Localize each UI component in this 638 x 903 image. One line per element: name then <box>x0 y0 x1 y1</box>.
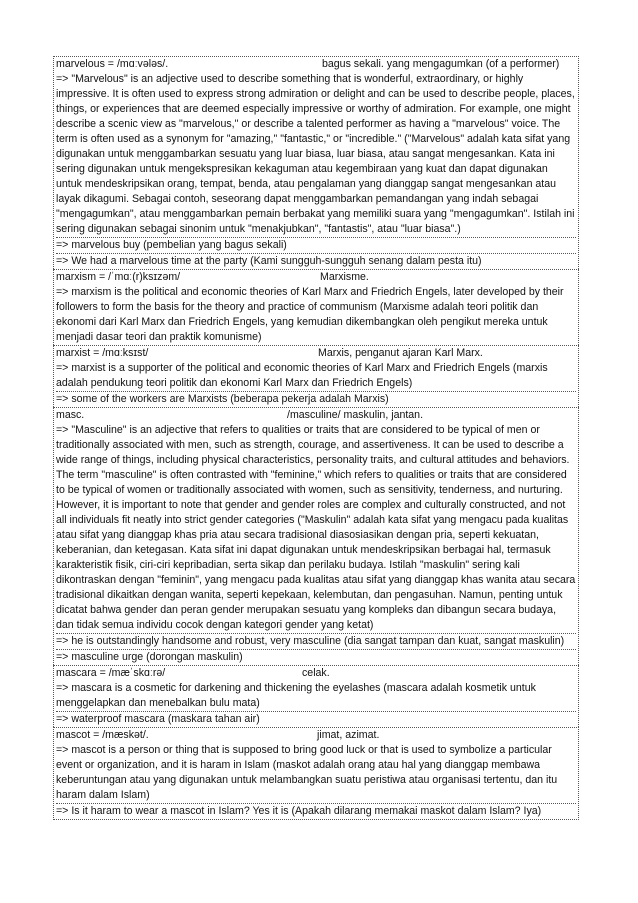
entry-marvelous <box>53 56 579 269</box>
entry-masc <box>53 407 579 665</box>
example: => masculine urge (dorongan maskulin) <box>56 649 576 665</box>
headword: marxism = /ˈmɑː(r)ksɪzəm/ <box>56 271 181 283</box>
headword: mascot = /mæskət/. <box>56 729 149 741</box>
translation: jimat, azimat. <box>317 729 380 741</box>
entry-headline <box>56 408 576 423</box>
translation: Marxisme. <box>320 271 369 283</box>
dictionary-sheet <box>53 56 579 820</box>
translation: Marxis, penganut ajaran Karl Marx. <box>318 347 483 359</box>
example: => waterproof mascara (maskara tahan air) <box>56 711 576 727</box>
example: => Is it haram to wear a mascot in Islam? Yes it is (Apakah dilarang memakai maskot dalam Islam? Iya) <box>56 803 576 819</box>
headword: masc. <box>56 409 85 421</box>
headword: mascara = /mæˈskɑːrə/ <box>56 667 166 679</box>
entry-headline <box>56 728 576 743</box>
translation: /masculine/ maskulin, jantan. <box>287 409 424 421</box>
example: => marvelous buy (pembelian yang bagus sekali) <box>56 237 576 253</box>
example: => he is outstandingly handsome and robust, very masculine (dia sangat tampan dan kuat, sangat maskulin) <box>56 633 576 649</box>
translation: bagus sekali. yang mengagumkan (of a performer) <box>322 58 560 70</box>
definition: => "Marvelous" is an adjective used to describe something that is wonderful, extraordinary, or highly impressive. It is often used to express strong admiration or delight and can be used to describe people, places, things, or experiences that are deemed especially impressive or worthy of admiration. For example, one might describe a scenic view as "marvelous," or describe a talented performer as having a "marvelous" voice. The term is often used as a synonym for "amazing," "fantastic," or "incredible." ("Marvelous" adalah kata sifat yang digunakan untuk menggambarkan sesuatu yang luar biasa, luar biasa, atau sangat mengesankan. Kata ini sering digunakan untuk mengekspresikan kekaguman atau kegembiraan yang kuat dan dapat digunakan untuk mendeskripsikan orang, tempat, benda, atau pengalaman yang dianggap sangat mengesankan atau layak dikagumi. Sebagai contoh, seseorang dapat menggambarkan pemandangan yang indah sebagai "mengagumkan", atau menggambarkan pemain berbakat yang memiliki suara yang "mengagumkan". Istilah ini sering digunakan sebagai sinonim untuk "menakjubkan", "fantastis", atau "luar biasa".) <box>56 73 575 235</box>
definition: => mascot is a person or thing that is supposed to bring good luck or that is used to symbolize a particular event or organization, and it is haram in Islam (maskot adalah orang atau hal yang dianggap membawa keberuntungan atau yang digunakan untuk melambangkan suatu peristiwa atau organisasi tertentu, dan itu haram dalam Islam) <box>56 744 558 801</box>
example: => We had a marvelous time at the party (Kami sungguh-sungguh senang dalam pesta itu) <box>56 253 576 269</box>
example: => some of the workers are Marxists (beberapa pekerja adalah Marxis) <box>56 391 576 407</box>
entry-headline <box>56 270 576 285</box>
entry-marxism <box>53 269 579 345</box>
headword: marvelous = /mɑːvələs/. <box>56 58 169 70</box>
entry-headline <box>56 346 576 361</box>
headword: marxist = /mɑːksɪst/ <box>56 347 149 359</box>
definition: => marxism is the political and economic theories of Karl Marx and Friedrich Engels, later developed by their followers to form the basis for the theory and practice of communism (Marxisme adalah teori politik dan ekonomi dari Karl Marx dan Friedrich Engels, yang kemudian dikembangkan oleh pengikut mereka untuk menjadi dasar teori dan praktik komunisme) <box>56 286 564 343</box>
definition: => mascara is a cosmetic for darkening and thickening the eyelashes (mascara adalah kosmetik untuk menggelapkan dan menebalkan bulu mata) <box>56 682 536 709</box>
entry-headline <box>56 666 576 681</box>
definition: => marxist is a supporter of the political and economic theories of Karl Marx and Friedrich Engels (marxis adalah pendukung teori politik dan ekonomi Karl Marx dan Friedrich Engels) <box>56 362 548 389</box>
translation: celak. <box>302 667 330 679</box>
entry-mascot <box>53 727 579 820</box>
definition: => "Masculine" is an adjective that refers to qualities or traits that are considered to be typical of men or traditionally associated with men, such as strength, courage, and assertiveness. It can be used to describe a wide range of things, including physical characteristics, personality traits, and cultural attitudes and behaviors. The term "masculine" is often contrasted with "feminine," which refers to qualities or traits that are considered to be typical of women or traditionally associated with women, such as sensitivity, tenderness, and nurturing. However, it is important to note that gender and gender roles are complex and culturally constructed, and not all individuals fit neatly into strict gender categories ("Maskulin" adalah kata sifat yang mengacu pada kualitas atau sifat yang dianggap khas pria atau secara tradisional diasosiasikan dengan pria, seperti kekuatan, keberanian, dan ketegasan. Kata sifat ini dapat digunakan untuk mendeskripsikan berbagai hal, termasuk karakteristik fisik, ciri-ciri kepribadian, serta sikap dan perilaku budaya. Istilah "maskulin" sering kali dikontraskan dengan "feminin", yang mengacu pada kualitas atau sifat yang dianggap khas wanita atau secara tradisional dikaitkan dengan wanita, seperti kepekaan, kelembutan, dan pengasuhan. Namun, penting untuk dicatat bahwa gender dan peran gender merupakan sesuatu yang kompleks dan dibangun secara budaya, dan tidak semua individu cocok dengan kategori gender yang ketat) <box>56 424 576 631</box>
entry-marxist <box>53 345 579 407</box>
entry-mascara <box>53 665 579 727</box>
entry-headline <box>56 57 576 72</box>
